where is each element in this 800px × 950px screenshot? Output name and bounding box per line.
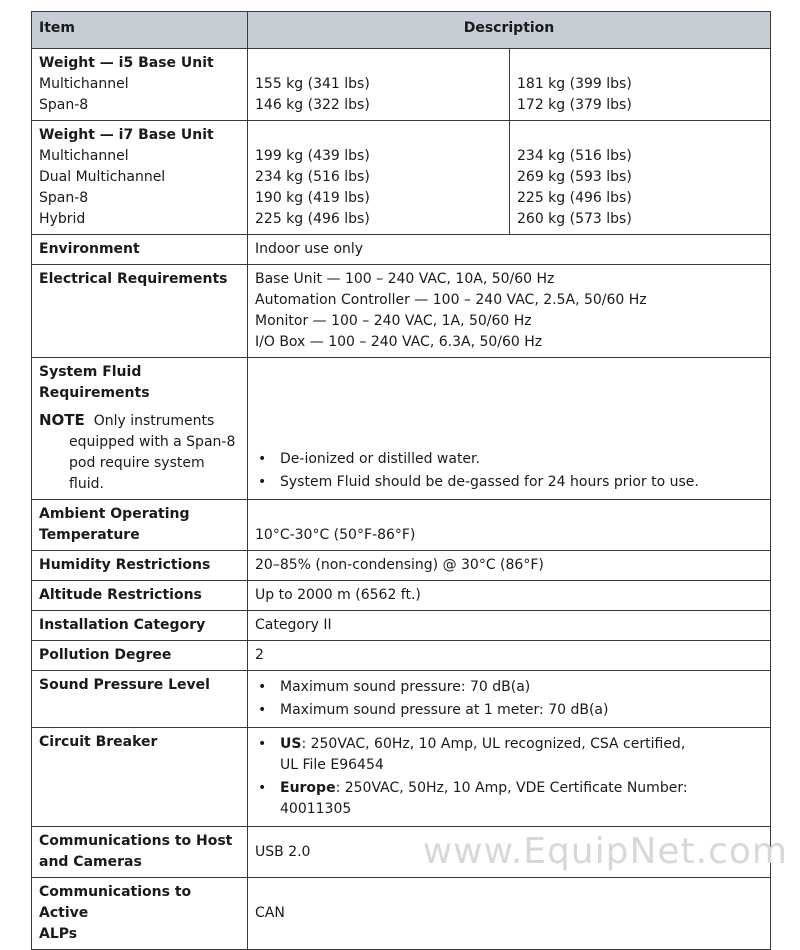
weight-value: 260 kg (573 lbs) xyxy=(517,211,632,227)
weight-i5-model: Multichannel xyxy=(39,76,129,92)
weight-i5-col1 xyxy=(248,49,510,121)
weight-value: 269 kg (593 lbs) xyxy=(517,169,632,185)
electrical-value xyxy=(248,265,771,358)
bullet-icon: • xyxy=(258,679,267,695)
weight-value: 190 kg (419 lbs) xyxy=(255,190,370,206)
weight-i7-model: Span-8 xyxy=(39,190,89,206)
weight-value: 234 kg (516 lbs) xyxy=(255,169,370,185)
list-item: • De-ionized or distilled water. xyxy=(255,449,763,470)
list-item: • Europe: 250VAC, 50Hz, 10 Amp, VDE Certificate Number: 40011305 xyxy=(258,780,688,817)
weight-i7-col2 xyxy=(510,121,771,235)
weight-i5-row xyxy=(32,49,771,121)
note-label: NOTE xyxy=(39,411,85,429)
specifications-table xyxy=(31,11,771,950)
weight-value: 181 kg (399 lbs) xyxy=(517,76,632,92)
weight-i7-model: Multichannel xyxy=(39,148,129,164)
breaker-label: Circuit Breaker xyxy=(32,728,248,827)
humidity-row xyxy=(32,551,771,581)
breaker-row xyxy=(32,728,771,827)
us-key: US xyxy=(280,736,302,752)
comm-host-label: Communications to Host and Cameras xyxy=(32,827,248,878)
list-item: • Maximum sound pressure at 1 meter: 70 dB(a) xyxy=(255,700,763,721)
weight-i5-label-cell xyxy=(32,49,248,121)
environment-row xyxy=(32,235,771,265)
europe-key: Europe xyxy=(280,780,336,796)
comm-alps-label: Communications to Active ALPs xyxy=(32,878,248,950)
list-item: • System Fluid should be de-gassed for 24 hours prior to use. xyxy=(255,472,763,493)
weight-i7-col1 xyxy=(248,121,510,235)
ambient-value: 10°C-30°C (50°F-86°F) xyxy=(248,500,771,551)
pollution-row xyxy=(32,641,771,671)
pollution-label: Pollution Degree xyxy=(32,641,248,671)
weight-i7-label-cell xyxy=(32,121,248,235)
weight-value: 199 kg (439 lbs) xyxy=(255,148,370,164)
pollution-value: 2 xyxy=(248,641,771,671)
bullet-icon: • xyxy=(258,451,267,467)
list-item: • Maximum sound pressure: 70 dB(a) xyxy=(255,677,763,698)
weight-i5-model: Span-8 xyxy=(39,97,89,113)
bullet-icon: • xyxy=(258,780,267,796)
note-text: equipped with a Span-8 xyxy=(69,434,236,450)
weight-i7-model: Hybrid xyxy=(39,211,86,227)
comm-host-value: USB 2.0 xyxy=(248,827,771,878)
weight-value: 234 kg (516 lbs) xyxy=(517,148,632,164)
breaker-bullets xyxy=(255,734,763,820)
description-header: Description xyxy=(248,12,771,49)
fluid-value xyxy=(248,358,771,500)
note-text: Only instruments xyxy=(93,413,215,429)
environment-label: Environment xyxy=(32,235,248,265)
weight-value: 146 kg (322 lbs) xyxy=(255,97,370,113)
humidity-label: Humidity Restrictions xyxy=(32,551,248,581)
watermark: www.EquipNet.com xyxy=(422,831,788,872)
bullet-icon: • xyxy=(258,702,267,718)
sound-row xyxy=(32,671,771,728)
electrical-row xyxy=(32,265,771,358)
header-row xyxy=(32,12,771,49)
environment-value: Indoor use only xyxy=(248,235,771,265)
installation-label: Installation Category xyxy=(32,611,248,641)
weight-value: 155 kg (341 lbs) xyxy=(255,76,370,92)
weight-value: 225 kg (496 lbs) xyxy=(255,211,370,227)
weight-i5-col2 xyxy=(510,49,771,121)
installation-value: Category II xyxy=(248,611,771,641)
sound-label: Sound Pressure Level xyxy=(32,671,248,728)
bullet-icon: • xyxy=(258,736,267,752)
ambient-label: Ambient Operating Temperature xyxy=(32,500,248,551)
ambient-row xyxy=(32,500,771,551)
note-text: pod require system fluid. xyxy=(69,455,205,492)
breaker-value xyxy=(248,728,771,827)
weight-i7-title: Weight — i7 Base Unit xyxy=(39,127,214,143)
electrical-line: I/O Box — 100 – 240 VAC, 6.3A, 50/60 Hz xyxy=(255,334,543,350)
weight-i7-model: Dual Multichannel xyxy=(39,169,166,185)
weight-value: 172 kg (379 lbs) xyxy=(517,97,632,113)
altitude-value: Up to 2000 m (6562 ft.) xyxy=(248,581,771,611)
weight-i5-title: Weight — i5 Base Unit xyxy=(39,55,214,71)
sound-bullets xyxy=(255,677,763,721)
electrical-line: Automation Controller — 100 – 240 VAC, 2.5A, 50/60 Hz xyxy=(255,292,647,308)
electrical-label: Electrical Requirements xyxy=(32,265,248,358)
sound-value xyxy=(248,671,771,728)
comm-alps-row xyxy=(32,878,771,950)
item-header: Item xyxy=(32,12,248,49)
fluid-bullets xyxy=(255,449,763,493)
electrical-line: Monitor — 100 – 240 VAC, 1A, 50/60 Hz xyxy=(255,313,532,329)
weight-value: 225 kg (496 lbs) xyxy=(517,190,632,206)
list-item: • US: 250VAC, 60Hz, 10 Amp, UL recognized, CSA certified, UL File E96454 xyxy=(258,736,686,773)
weight-i7-row xyxy=(32,121,771,235)
fluid-row xyxy=(32,358,771,500)
humidity-value: 20–85% (non-condensing) @ 30°C (86°F) xyxy=(248,551,771,581)
installation-row xyxy=(32,611,771,641)
fluid-label: System Fluid Requirements xyxy=(39,364,150,401)
altitude-label: Altitude Restrictions xyxy=(32,581,248,611)
altitude-row xyxy=(32,581,771,611)
comm-alps-value: CAN xyxy=(248,878,771,950)
bullet-icon: • xyxy=(258,474,267,490)
fluid-label-cell xyxy=(32,358,248,500)
electrical-line: Base Unit — 100 – 240 VAC, 10A, 50/60 Hz xyxy=(255,271,555,287)
fluid-note xyxy=(39,410,240,495)
